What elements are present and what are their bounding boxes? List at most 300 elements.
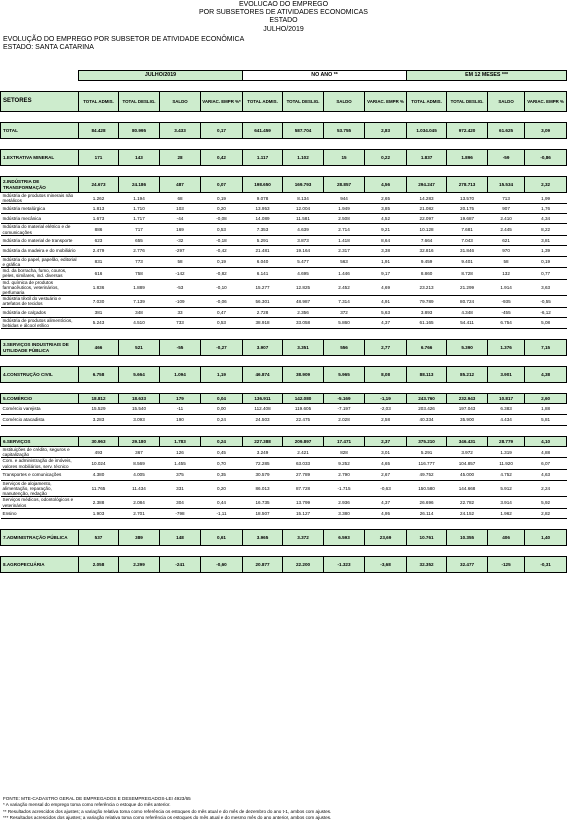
value-cell: 7.353 <box>243 224 283 235</box>
value-cell: 6.383 <box>488 404 525 415</box>
value-cell: 198.650 <box>243 177 283 193</box>
value-cell: 28.857 <box>324 177 365 193</box>
value-cell: 4,10 <box>525 437 567 447</box>
value-cell: 7.314 <box>324 296 365 307</box>
value-cell: 33 <box>160 307 201 317</box>
value-cell: 367 <box>119 447 160 458</box>
value-cell: 87.728 <box>283 480 324 497</box>
value-cell: 6.040 <box>243 256 283 267</box>
value-cell: 8,22 <box>525 224 567 235</box>
value-cell: 22.097 <box>407 214 447 224</box>
sector-label: Comércio varejista <box>1 404 79 415</box>
value-cell: 8.728 <box>447 268 488 279</box>
subsector-row <box>1 497 567 508</box>
subsector-row <box>1 480 567 497</box>
sector-row <box>1 437 567 447</box>
value-cell: 103 <box>160 204 201 214</box>
value-cell: 1.896 <box>447 150 488 166</box>
value-cell: 148 <box>160 529 201 545</box>
value-cell: -1.715 <box>324 480 365 497</box>
value-cell: 4,88 <box>525 447 567 458</box>
column-header: TOTAL ADMIS. <box>79 92 119 112</box>
value-cell: 375 <box>160 469 201 480</box>
spacer-row <box>1 81 567 92</box>
subsector-row <box>1 447 567 458</box>
value-cell: -11 <box>160 404 201 415</box>
value-cell: 7.139 <box>119 296 160 307</box>
value-cell: 972.420 <box>447 123 488 139</box>
value-cell: 2.701 <box>119 508 160 518</box>
group-header-blank <box>1 71 79 81</box>
value-cell: -0,63 <box>365 480 407 497</box>
value-cell: 2.356 <box>283 307 324 317</box>
value-cell: 717 <box>119 224 160 235</box>
value-cell: 2.299 <box>119 556 160 572</box>
value-cell: 19.687 <box>447 214 488 224</box>
value-cell: 53.755 <box>324 123 365 139</box>
value-cell: 389 <box>119 529 160 545</box>
value-cell: 33.058 <box>283 317 324 328</box>
value-cell: 2.452 <box>324 279 365 296</box>
value-cell: 3,38 <box>365 245 407 256</box>
value-cell: 15.529 <box>79 404 119 415</box>
value-cell: 20.877 <box>243 556 283 572</box>
value-cell: 63.033 <box>283 458 324 469</box>
value-cell: 243.760 <box>407 394 447 404</box>
value-cell: 0,77 <box>525 268 567 279</box>
value-cell: 1,88 <box>525 404 567 415</box>
value-cell: 8.134 <box>283 193 324 204</box>
value-cell: 80.995 <box>119 123 160 139</box>
value-cell: 1.903 <box>79 508 119 518</box>
value-cell: 19.164 <box>283 245 324 256</box>
value-cell: 3.249 <box>243 447 283 458</box>
spacer-row <box>1 426 567 437</box>
value-cell: 13.799 <box>283 497 324 508</box>
value-cell: 10.024 <box>79 458 119 469</box>
value-cell: 886 <box>79 224 119 235</box>
sector-label: Transportes e comunicações <box>1 469 79 480</box>
sector-row <box>1 367 567 383</box>
value-cell: 2.084 <box>119 497 160 508</box>
value-cell: 12.004 <box>283 204 324 214</box>
sector-label: 1.EXTRATIVA MINERAL <box>1 150 79 166</box>
value-cell: 18.633 <box>119 394 160 404</box>
value-cell: 136.911 <box>243 394 283 404</box>
value-cell: 22.200 <box>283 556 324 572</box>
value-cell: 4,65 <box>365 458 407 469</box>
title-line: ESTADO <box>269 17 298 25</box>
value-cell: 29.180 <box>119 437 160 447</box>
group-header-row <box>1 71 567 81</box>
value-cell: 169 <box>160 224 201 235</box>
value-cell: -0,18 <box>201 235 243 245</box>
value-cell: 2.714 <box>324 224 365 235</box>
value-cell: 23.213 <box>407 279 447 296</box>
spacer-row <box>1 356 567 367</box>
value-cell: 1.446 <box>324 268 365 279</box>
value-cell: 7,15 <box>525 340 567 356</box>
value-cell: -0,55 <box>525 296 567 307</box>
sector-row <box>1 177 567 193</box>
value-cell: 142.080 <box>283 394 324 404</box>
value-cell: 1,40 <box>525 529 567 545</box>
value-cell: 6.593 <box>324 529 365 545</box>
subsector-row <box>1 279 567 296</box>
value-cell: 26.114 <box>407 508 447 518</box>
value-cell: 4.695 <box>283 268 324 279</box>
value-cell: 0,04 <box>201 394 243 404</box>
value-cell: 22.475 <box>283 415 324 426</box>
group-header-month: JULHO/2019 <box>79 71 243 81</box>
value-cell: 2,58 <box>365 415 407 426</box>
value-cell: 16.735 <box>243 497 283 508</box>
sector-row <box>1 123 567 139</box>
subtitle-line: ESTADO: SANTA CATARINA <box>3 44 94 52</box>
value-cell: 621 <box>488 235 525 245</box>
value-cell: 61.625 <box>488 123 525 139</box>
value-cell: -3,68 <box>365 556 407 572</box>
value-cell: 0,42 <box>201 150 243 166</box>
value-cell: 1.889 <box>119 279 160 296</box>
value-cell: 346.431 <box>447 437 488 447</box>
value-cell: 0,70 <box>201 458 243 469</box>
value-cell: 556 <box>324 340 365 356</box>
sector-label: Ind. da borracha, fumo, couros, peles, similares, ind. diversas <box>1 268 79 279</box>
sector-row <box>1 150 567 166</box>
value-cell: 4.639 <box>283 224 324 235</box>
spacer-row <box>1 518 567 529</box>
sector-label: 6.SERVIÇOS <box>1 437 79 447</box>
group-header-year: NO ANO ** <box>243 71 407 81</box>
sector-label: Indústria metalúrgica <box>1 204 79 214</box>
value-cell: 13.570 <box>447 193 488 204</box>
footnote: *** Resultados acrescidos dos ajustes; a variação relativa toma como referência os estoques do mês atual e do mesmo mês do ano anterior, ambos com ajustes. <box>3 815 332 821</box>
value-cell: 4,56 <box>365 177 407 193</box>
value-cell: 49.752 <box>407 469 447 480</box>
value-cell: 3.873 <box>283 235 324 245</box>
value-cell: 1.813 <box>79 204 119 214</box>
value-cell: 0,53 <box>201 224 243 235</box>
value-cell: 13.953 <box>243 204 283 214</box>
value-cell: 7.043 <box>447 235 488 245</box>
value-cell: 0,20 <box>201 480 243 497</box>
value-cell: 12.825 <box>283 279 324 296</box>
value-cell: 11.765 <box>79 480 119 497</box>
sector-label: Ensino <box>1 508 79 518</box>
value-cell: 15.540 <box>119 404 160 415</box>
value-cell: 5.912 <box>488 480 525 497</box>
sector-row <box>1 556 567 572</box>
value-cell: 4,95 <box>365 508 407 518</box>
value-cell: 11.581 <box>283 214 324 224</box>
value-cell: -6,12 <box>525 307 567 317</box>
value-cell: 375.210 <box>407 437 447 447</box>
value-cell: 79.789 <box>407 296 447 307</box>
value-cell: 381 <box>79 307 119 317</box>
value-cell: 1.262 <box>79 193 119 204</box>
sector-label: Indústria do papel, papelão, editorial e gráfica <box>2 256 77 268</box>
subsector-row <box>1 193 567 204</box>
column-header: SALDO <box>160 92 201 112</box>
value-cell: -0,82 <box>201 268 243 279</box>
value-cell: 2,24 <box>525 480 567 497</box>
value-cell: 2.508 <box>324 214 365 224</box>
value-cell: 112.408 <box>243 404 283 415</box>
value-cell: 84.428 <box>79 123 119 139</box>
value-cell: 14.283 <box>407 193 447 204</box>
value-cell: 1.319 <box>488 447 525 458</box>
value-cell: 4,37 <box>365 317 407 328</box>
value-cell: 6.758 <box>79 367 119 383</box>
value-cell: 655 <box>119 235 160 245</box>
value-cell: 5.477 <box>283 256 324 267</box>
subsector-row <box>1 204 567 214</box>
group-header-12-months: EM 12 MESES *** <box>407 71 567 81</box>
value-cell: -2,03 <box>365 404 407 415</box>
value-cell: 3.433 <box>160 123 201 139</box>
footnotes <box>3 796 331 822</box>
value-cell: 197.043 <box>447 404 488 415</box>
sector-label: 3.SERVIÇOS INDUSTRIAIS DE UTILIDADE PÚBLICA <box>1 340 79 356</box>
sector-label: TOTAL <box>1 123 79 139</box>
value-cell: 4,38 <box>525 367 567 383</box>
value-cell: 828 <box>324 447 365 458</box>
sector-label: Serviços médicos, odontológicos e veterinários <box>1 497 79 508</box>
value-cell: 9,17 <box>365 268 407 279</box>
spacer-row <box>1 383 567 394</box>
value-cell: 0,24 <box>201 415 243 426</box>
value-cell: 3.965 <box>243 529 283 545</box>
value-cell: 1,91 <box>365 256 407 267</box>
subsector-row <box>1 245 567 256</box>
value-cell: 2.028 <box>324 415 365 426</box>
footnote-source: FONTE: MTE-CADASTRO GERAL DE EMPREGADOS E DESEMPREGADOS-LEI 4923/65 <box>3 796 191 801</box>
value-cell: 348 <box>119 307 160 317</box>
column-header: TOTAL ADMIS. <box>243 92 283 112</box>
value-cell: 21.299 <box>447 279 488 296</box>
value-cell: 0,19 <box>201 256 243 267</box>
value-cell: 22.782 <box>447 497 488 508</box>
value-cell: 31.846 <box>447 245 488 256</box>
value-cell: 758 <box>119 268 160 279</box>
value-cell: -0,42 <box>201 245 243 256</box>
column-header: TOTAL DESLIG. <box>283 92 324 112</box>
value-cell: 32.816 <box>407 245 447 256</box>
value-cell: 3.283 <box>79 415 119 426</box>
value-cell: 5,08 <box>525 317 567 328</box>
value-cell: 24.673 <box>79 177 119 193</box>
value-cell: 14.089 <box>243 214 283 224</box>
value-cell: 88.113 <box>407 367 447 383</box>
value-cell: 2.479 <box>79 245 119 256</box>
subsector-row <box>1 296 567 307</box>
value-cell: 278.713 <box>447 177 488 193</box>
value-cell: 9.078 <box>243 193 283 204</box>
sector-label: Indústria da madeira e do mobiliário <box>1 245 79 256</box>
value-cell: 2.388 <box>79 497 119 508</box>
subsector-row <box>1 508 567 518</box>
value-cell: 1,76 <box>525 204 567 214</box>
value-cell: 0,47 <box>201 307 243 317</box>
value-cell: 119.605 <box>283 404 324 415</box>
value-cell: 171 <box>79 150 119 166</box>
value-cell: 6.754 <box>488 317 525 328</box>
value-cell: 190 <box>160 415 201 426</box>
value-cell: 1.836 <box>79 279 119 296</box>
value-cell: 713 <box>488 193 525 204</box>
value-cell: 72.285 <box>243 458 283 469</box>
value-cell: 0,24 <box>201 437 243 447</box>
value-cell: 521 <box>119 340 160 356</box>
value-cell: 2,82 <box>525 508 567 518</box>
sector-row <box>1 340 567 356</box>
subsector-row <box>1 256 567 267</box>
value-cell: 18.507 <box>243 508 283 518</box>
value-cell: 4,69 <box>365 279 407 296</box>
value-cell: 17.471 <box>324 437 365 447</box>
subsector-row <box>1 224 567 235</box>
value-cell: 21.481 <box>243 245 283 256</box>
value-cell: -55 <box>160 340 201 356</box>
value-cell: 85.212 <box>447 367 488 383</box>
subsector-row <box>1 415 567 426</box>
value-cell: 6.766 <box>407 340 447 356</box>
value-cell: 30.579 <box>243 469 283 480</box>
value-cell: 406 <box>488 529 525 545</box>
title-line: EVOLUCAO DO EMPREGO <box>238 1 329 8</box>
value-cell: 144.668 <box>447 480 488 497</box>
sector-label: Indústria mecânica <box>1 214 79 224</box>
value-cell: 35.900 <box>447 415 488 426</box>
value-cell: 30.963 <box>79 437 119 447</box>
value-cell: -455 <box>488 307 525 317</box>
value-cell: 4,34 <box>525 214 567 224</box>
value-cell: -142 <box>160 268 201 279</box>
value-cell: 2.776 <box>119 245 160 256</box>
value-cell: 2.317 <box>324 245 365 256</box>
value-cell: 15.534 <box>488 177 525 193</box>
subsector-row <box>1 268 567 279</box>
value-cell: -1,11 <box>201 508 243 518</box>
value-cell: 126 <box>160 447 201 458</box>
value-cell: 2,37 <box>365 437 407 447</box>
sector-label: Indústria do material de transporte <box>1 235 79 245</box>
value-cell: 169.793 <box>283 177 324 193</box>
sector-label: Indústria do material elétrico e de comunicações <box>1 224 79 235</box>
value-cell: -5.169 <box>324 394 365 404</box>
sector-label: Indústria de produtos alimentícios, bebidas e álcool etílico <box>1 317 79 328</box>
value-cell: 8.860 <box>407 268 447 279</box>
value-cell: 2.728 <box>243 307 283 317</box>
value-cell: 80.724 <box>447 296 488 307</box>
value-cell: 970 <box>488 245 525 256</box>
value-cell: 7.030 <box>79 296 119 307</box>
value-cell: 24.152 <box>447 508 488 518</box>
title-line: JULHO/2019 <box>263 25 304 33</box>
value-cell: 1.455 <box>160 458 201 469</box>
value-cell: -125 <box>488 556 525 572</box>
value-cell: 32.352 <box>407 556 447 572</box>
employment-table <box>0 70 567 573</box>
value-cell: 563 <box>324 256 365 267</box>
value-cell: 3,81 <box>525 235 567 245</box>
value-cell: 3.972 <box>447 447 488 458</box>
value-cell: -1,19 <box>365 394 407 404</box>
value-cell: 4,52 <box>365 214 407 224</box>
value-cell: 20.175 <box>447 204 488 214</box>
value-cell: 1.094 <box>160 367 201 383</box>
value-cell: 28 <box>160 150 201 166</box>
value-cell: 2.445 <box>488 224 525 235</box>
value-cell: -798 <box>160 508 201 518</box>
value-cell: -935 <box>488 296 525 307</box>
column-header: TOTAL DESLIG. <box>119 92 160 112</box>
value-cell: 2.058 <box>79 556 119 572</box>
value-cell: 331 <box>160 480 201 497</box>
value-cell: 3,63 <box>525 279 567 296</box>
sector-label: Indústria de produtos minerais não metálicos <box>1 193 79 204</box>
value-cell: -59 <box>488 150 525 166</box>
value-cell: 623 <box>79 235 119 245</box>
value-cell: 46.874 <box>243 367 283 383</box>
value-cell: 5.390 <box>447 340 488 356</box>
subsector-row <box>1 307 567 317</box>
value-cell: 15.277 <box>243 279 283 296</box>
value-cell: 2,83 <box>365 123 407 139</box>
value-cell: 0,00 <box>201 404 243 415</box>
value-cell: 3.093 <box>119 415 160 426</box>
value-cell: 4,91 <box>365 296 407 307</box>
value-cell: 48.987 <box>283 296 324 307</box>
value-cell: 1.837 <box>407 150 447 166</box>
value-cell: 104.857 <box>447 458 488 469</box>
spacer-row <box>1 139 567 150</box>
sector-label: 7.ADMINISTRAÇÃO PÚBLICA <box>1 529 79 545</box>
value-cell: 32.477 <box>447 556 488 572</box>
value-cell: 0,07 <box>201 177 243 193</box>
value-cell: 38.909 <box>283 367 324 383</box>
value-cell: 8.569 <box>119 458 160 469</box>
value-cell: 487 <box>160 177 201 193</box>
value-cell: 1.673 <box>79 214 119 224</box>
value-cell: 58 <box>160 256 201 267</box>
value-cell: 1.418 <box>324 235 365 245</box>
value-cell: 2,65 <box>365 193 407 204</box>
value-cell: 15.127 <box>283 508 324 518</box>
subsector-row <box>1 317 567 328</box>
value-cell: 4.434 <box>488 415 525 426</box>
value-cell: 23,69 <box>365 529 407 545</box>
sector-label: Indústria de calçados <box>1 307 79 317</box>
value-cell: 2.410 <box>488 214 525 224</box>
value-cell: 5.291 <box>243 235 283 245</box>
value-cell: -0,86 <box>525 150 567 166</box>
value-cell: 0,61 <box>201 529 243 545</box>
value-cell: 3.907 <box>243 340 283 356</box>
value-cell: 61.165 <box>407 317 447 328</box>
value-cell: 493 <box>79 447 119 458</box>
value-cell: 2.790 <box>324 469 365 480</box>
spacer-row <box>1 545 567 556</box>
value-cell: -1.323 <box>324 556 365 572</box>
subsector-row <box>1 469 567 480</box>
value-cell: 8,08 <box>365 367 407 383</box>
value-cell: 4,63 <box>525 469 567 480</box>
value-cell: 11.434 <box>119 480 160 497</box>
value-cell: 907 <box>488 204 525 214</box>
subsector-row <box>1 404 567 415</box>
